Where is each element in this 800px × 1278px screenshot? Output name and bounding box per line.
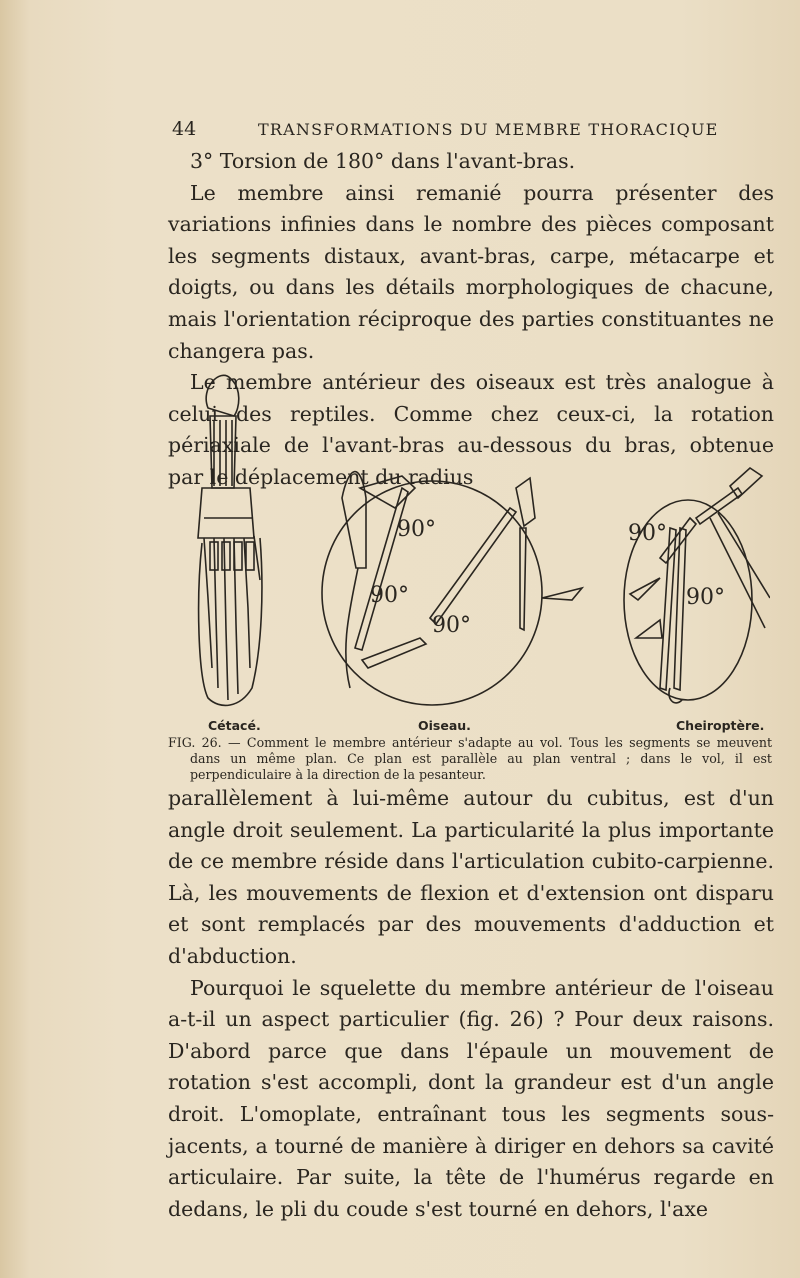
figure-26-illustration: [190, 368, 770, 718]
caption-text: FIG. 26. — Comment le membre antérieur s'adapte au vol. Tous les segments se meuvent dans un même plan. Ce plan est parallèle au plan ventral ; dans le vol, il est perpendiculaire à la direction de la pesanteur.: [168, 735, 772, 782]
paragraph: parallèlement à lui-même autour du cubitus, est d'un angle droit seulement. La particularité la plus importante de ce membre réside dans l'articulation cubito-carpienne. Là, les mouvements de flexion et d'extension ont disparu et sont remplacés par des mouvements d'adduction et d'abduction.: [168, 786, 774, 968]
label-cheiroptere: Cheiroptère.: [676, 718, 765, 733]
text-block-bottom: [168, 783, 774, 1225]
angle-label: 90°: [686, 585, 725, 610]
paragraph: Le membre ainsi remanié pourra présenter des variations infinies dans le nombre des pièces composant les segments distaux, avant-bras, carpe, métacarpe et doigts, ou dans les détails morphologiques de chacune, mais l'orientation réciproque des parties constituantes ne changera pas.: [168, 180, 774, 363]
section-heading: 3° Torsion de 180° dans l'avant-bras.: [190, 149, 576, 173]
label-cetace: Cétacé.: [208, 718, 261, 733]
angle-label: 90°: [397, 517, 436, 542]
figure-panel-labels: [196, 718, 766, 736]
angle-label: 90°: [628, 521, 667, 546]
paragraph: Le membre antérieur des oiseaux est très analogue à celui des reptiles. Comme chez ceux-ci, la rotation périaxiale de l'avant-bras au-dessous du bras, obtenue par le déplacement du radius: [168, 370, 774, 489]
label-oiseau: Oiseau.: [418, 718, 471, 733]
paragraph: Pourquoi le squelette du membre antérieur de l'oiseau a-t-il un aspect particulier (fig. 26) ? Pour deux raisons. D'abord parce que dans l'épaule un mouvement de rotation s'est accompli, dont la grandeur est d'un angle droit. L'omoplate, entraînant tous les segments sous-jacents, a tourné de manière à diriger en dehors sa cavité articulaire. Par suite, la tête de l'humérus regarde en dedans, le pli du coude s'est tourné en dehors, l'axe: [168, 975, 774, 1221]
running-title: TRANSFORMATIONS DU MEMBRE THORACIQUE: [258, 120, 719, 139]
angle-label: 90°: [370, 583, 409, 608]
angle-label: 90°: [432, 613, 471, 638]
page-number: 44: [172, 118, 197, 140]
figure-caption: [168, 735, 772, 783]
cetace-skeleton: [198, 375, 262, 705]
oiseau-skeleton: [322, 472, 582, 705]
